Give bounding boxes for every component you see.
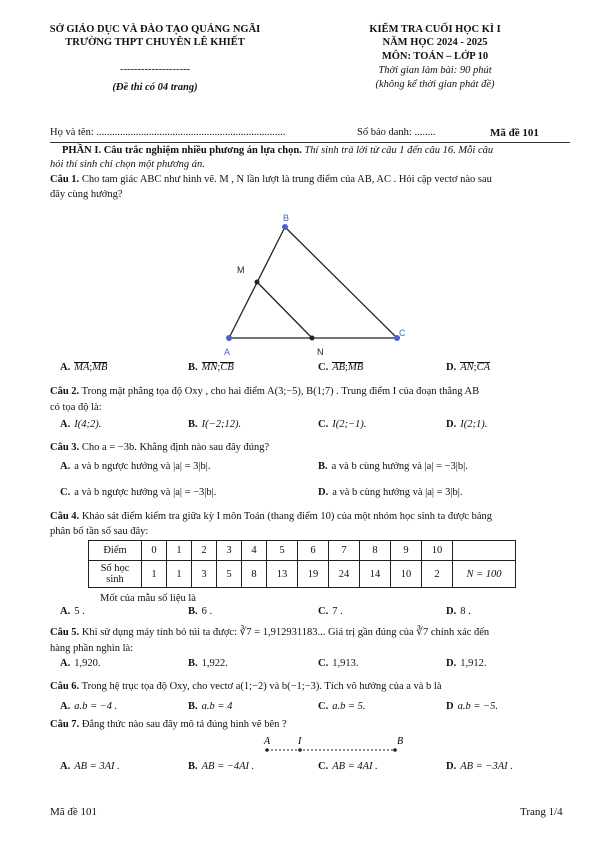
school-year: NĂM HỌC 2024 - 2025: [382, 37, 488, 48]
option-letter: A.: [60, 658, 71, 669]
vector: MB: [347, 362, 364, 373]
option-letter: D.: [446, 658, 457, 669]
vector: MA: [74, 362, 90, 373]
q7-option-c[interactable]: [318, 761, 378, 772]
table-cell: 14: [360, 561, 391, 588]
option-text: a.b = −5.: [457, 701, 499, 712]
option-text: 1,920.: [74, 658, 101, 669]
option-letter: C.: [318, 362, 329, 373]
q6-label: Câu 6.: [50, 681, 80, 692]
option-letter: C.: [60, 487, 71, 498]
pages-note: (Đề thi có 04 trang): [112, 82, 198, 93]
option-letter: C.: [318, 701, 329, 712]
q2-text: [50, 385, 570, 399]
table-cell: 0: [142, 541, 167, 561]
exam-time: Thời gian làm bài: 90 phút: [378, 65, 492, 76]
option-text: 1,913.: [332, 658, 359, 669]
option-letter: A.: [60, 606, 71, 617]
q2-stem: Trong mặt phẳng tọa độ Oxy , cho hai điểm A(3;−5), B(1;7) . Trung điểm I của đoạn thẳng AB: [79, 386, 480, 397]
option-text: I(2;−1).: [332, 419, 367, 430]
q3-option-d[interactable]: [318, 487, 462, 498]
label-a: A: [264, 736, 271, 747]
point-b: [282, 224, 288, 230]
exam-code: Mã đề 101: [490, 127, 539, 139]
label-b: B: [283, 213, 290, 223]
option-letter: B.: [188, 761, 198, 772]
vector: CB: [220, 362, 234, 373]
option-letter: B.: [188, 606, 198, 617]
label-b: B: [397, 736, 404, 747]
option-text: 1,912.: [460, 658, 487, 669]
footer-page-number: Trang 1/4: [520, 806, 563, 818]
point-a: [226, 335, 232, 341]
q7-option-a[interactable]: [60, 761, 120, 772]
student-id-field: Số báo danh: ........: [357, 127, 436, 138]
option-text: 1,922.: [201, 658, 228, 669]
option-letter: B.: [318, 461, 328, 472]
option-letter: D.: [446, 362, 457, 373]
table-cell: 7: [329, 541, 360, 561]
subject: MÔN: TOÁN – LỚP 10: [381, 51, 489, 62]
table-cell: 9: [391, 541, 422, 561]
option-text: AB = 3AI .: [74, 761, 120, 772]
table-cell: 4: [242, 541, 267, 561]
option-letter: D: [446, 701, 454, 712]
option-text: AB = −4AI .: [201, 761, 255, 772]
q4-option-c[interactable]: [318, 606, 343, 617]
q1-text: [50, 173, 570, 187]
label-a: A: [224, 347, 231, 357]
q7-text: [50, 718, 570, 732]
q1-stem: Cho tam giác ABC như hình vẽ. M , N lần lượt là trung điểm của AB, AC . Hỏi cặp vectơ nào sau: [79, 174, 492, 185]
header-dashes: --------------------: [120, 64, 190, 75]
frequency-table: [88, 540, 516, 588]
option-text: I(4;2).: [74, 419, 102, 430]
part1-title: PHẦN I. Câu trắc nghiệm nhiều phương án lựa chọn.: [62, 145, 302, 156]
table-cell: 8: [242, 561, 267, 588]
q2-stem-2: có tọa độ là:: [50, 402, 102, 413]
footer-exam-code: Mã đề 101: [50, 806, 98, 818]
q7-stem: Đẳng thức nào sau đây mô tả đúng hình vẽ bên ?: [79, 719, 287, 730]
point-m: [255, 280, 260, 285]
label-c: C: [399, 328, 406, 338]
q2-option-c[interactable]: [318, 419, 366, 430]
q6-option-b[interactable]: [188, 701, 232, 712]
q6-stem: Trong hệ trục tọa độ Oxy, cho vectơ a(1;−2) và b(−1;−3). Tích vô hướng của a và b là: [79, 681, 442, 692]
table-cell: 8: [360, 541, 391, 561]
table-cell: 24: [329, 561, 360, 588]
label-n: N: [317, 347, 324, 357]
table-cell: 1: [167, 541, 192, 561]
q3-option-b[interactable]: [318, 461, 468, 472]
q2-label: Câu 2.: [50, 386, 80, 397]
table-cell: 3: [217, 541, 242, 561]
option-letter: B.: [188, 658, 198, 669]
point-b: [393, 748, 397, 752]
option-letter: A.: [60, 362, 71, 373]
department-name: SỞ GIÁO DỤC VÀ ĐÀO TẠO QUẢNG NGÃI: [49, 24, 261, 35]
option-text: a và b cùng hướng và |a| = 3|b|.: [332, 487, 463, 498]
option-text: a và b ngược hướng và |a| = 3|b|.: [74, 461, 211, 472]
option-text: a.b = 5.: [332, 701, 366, 712]
option-letter: B.: [188, 362, 198, 373]
q5-option-a[interactable]: [60, 658, 100, 669]
q3-label: Câu 3.: [50, 442, 80, 453]
q4-stem-2: phân bố tần số sau đây:: [50, 526, 149, 537]
vector: MN: [201, 362, 218, 373]
exam-time-note: (không kể thời gian phát đề): [375, 79, 495, 90]
label-m: M: [237, 265, 245, 275]
point-n: [310, 336, 315, 341]
option-letter: B.: [188, 419, 198, 430]
vector: CA: [476, 362, 490, 373]
label-i: I: [298, 736, 302, 747]
table-cell: 5: [267, 541, 298, 561]
q3-option-c[interactable]: [60, 487, 216, 498]
q7-option-b[interactable]: [188, 761, 254, 772]
q4-question: Mốt của mẫu số liệu là: [100, 593, 196, 604]
table-cell: 19: [298, 561, 329, 588]
q1-label: Câu 1.: [50, 174, 80, 185]
q4-label: Câu 4.: [50, 511, 80, 522]
vector: AB: [332, 362, 346, 373]
option-text: AB = −3AI .: [460, 761, 513, 772]
option-text: a và b ngược hướng và |a| = −3|b|.: [74, 487, 217, 498]
table-cell: 13: [267, 561, 298, 588]
exam-title: KIỂM TRA CUỐI HỌC KÌ I: [369, 24, 501, 35]
point-a: [265, 748, 269, 752]
table-cell: N = 100: [453, 561, 516, 588]
q2-option-a[interactable]: [60, 419, 101, 430]
table-cell: Số học sinh: [89, 561, 142, 588]
q2-option-b[interactable]: [188, 419, 241, 430]
header-divider: [50, 142, 570, 143]
table-cell: 2: [192, 541, 217, 561]
q6-text: [50, 680, 570, 694]
q6-option-c[interactable]: [318, 701, 366, 712]
vector: AN: [460, 362, 474, 373]
option-text: 6 .: [201, 606, 213, 617]
part1-instruction-2: hỏi thí sinh chỉ chọn một phương án.: [50, 159, 205, 170]
q6-option-a[interactable]: [60, 701, 117, 712]
option-letter: A.: [60, 461, 71, 472]
option-text: I(2;1).: [460, 419, 488, 430]
table-cell: 10: [391, 561, 422, 588]
q1-option-a[interactable]: A. MA;MB: [60, 362, 108, 373]
q1-option-c[interactable]: C. AB;MB: [318, 362, 364, 373]
option-letter: C.: [318, 606, 329, 617]
q5-stem: Khi sử dụng máy tính bỏ túi ta được: ∛7 = 1,912931183... Giá trị gần đúng của ∛7 chính xác đến: [79, 627, 490, 638]
option-letter: C.: [318, 419, 329, 430]
q5-option-d[interactable]: [446, 658, 486, 669]
option-letter: D.: [446, 761, 457, 772]
q4-option-d[interactable]: [446, 606, 471, 617]
q4-option-a[interactable]: [60, 606, 85, 617]
point-i: [298, 748, 302, 752]
q4-stem: Khảo sát điểm kiểm tra giữa kỳ I môn Toán (thang điểm 10) của một nhóm học sinh ta được bảng: [79, 511, 493, 522]
option-text: a.b = 4: [201, 701, 233, 712]
option-text: AB = 4AI .: [332, 761, 378, 772]
table-cell: 6: [298, 541, 329, 561]
q5-stem-2: hàng phần nghìn là:: [50, 643, 134, 654]
option-text: 8 .: [460, 606, 471, 617]
vector: MB: [92, 362, 108, 373]
option-text: a và b cùng hướng và |a| = −3|b|.: [331, 461, 468, 472]
part1-instruction: Thí sinh trả lời từ câu 1 đến câu 16. Mỗi câu: [301, 145, 494, 156]
q5-option-c[interactable]: [318, 658, 358, 669]
option-letter: D.: [446, 419, 457, 430]
table-cell: 5: [217, 561, 242, 588]
q2-option-d[interactable]: [446, 419, 487, 430]
q3-text: [50, 441, 570, 455]
option-text: a.b = −4 .: [74, 701, 118, 712]
table-cell: 2: [422, 561, 453, 588]
table-cell: [453, 541, 516, 561]
option-letter: A.: [60, 419, 71, 430]
side-bc: [285, 227, 397, 338]
q7-segment-figure: [255, 734, 415, 758]
table-cell: 1: [142, 561, 167, 588]
q5-text: [50, 626, 570, 640]
table-cell: 10: [422, 541, 453, 561]
table-row: [89, 561, 516, 588]
q1-option-d[interactable]: D. AN;CA: [446, 362, 490, 373]
q5-option-b[interactable]: [188, 658, 228, 669]
table-cell: 1: [167, 561, 192, 588]
part1-heading: [50, 144, 570, 158]
q1-stem-2: đây cùng hướng?: [50, 189, 123, 200]
midline-mn: [257, 282, 312, 338]
option-letter: C.: [318, 761, 329, 772]
q1-triangle-figure: [200, 205, 420, 365]
q3-option-a[interactable]: [60, 461, 210, 472]
q5-label: Câu 5.: [50, 627, 80, 638]
q3-stem: Cho a = −3b. Khẳng định nào sau đây đúng?: [79, 442, 270, 453]
q1-option-b[interactable]: B. MN;CB: [188, 362, 234, 373]
option-letter: D.: [318, 487, 329, 498]
option-letter: B.: [188, 701, 198, 712]
q6-option-d[interactable]: [446, 701, 498, 712]
option-text: 7 .: [332, 606, 343, 617]
q4-text: [50, 510, 570, 524]
table-row: [89, 541, 516, 561]
option-text: I(−2;12).: [201, 419, 242, 430]
student-name-field: Họ và tên: ........................................................................: [50, 127, 286, 138]
school-name: TRƯỜNG THPT CHUYÊN LÊ KHIẾT: [65, 37, 245, 48]
q7-label: Câu 7.: [50, 719, 80, 730]
option-letter: D.: [446, 606, 457, 617]
q7-option-d[interactable]: [446, 761, 513, 772]
q4-option-b[interactable]: [188, 606, 212, 617]
option-letter: A.: [60, 761, 71, 772]
table-cell: Điểm: [89, 541, 142, 561]
option-text: 5 .: [74, 606, 85, 617]
option-letter: C.: [318, 658, 329, 669]
table-cell: 3: [192, 561, 217, 588]
option-letter: A.: [60, 701, 71, 712]
